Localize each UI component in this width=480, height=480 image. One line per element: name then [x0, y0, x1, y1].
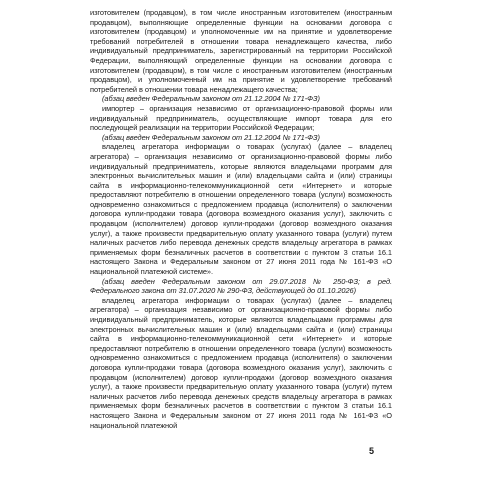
body-text	[90, 8, 392, 430]
page-number: 5	[369, 446, 375, 456]
amendment-note-1: (абзац введен Федеральным законом от 21.12.2004 № 171-ФЗ)	[102, 94, 320, 104]
paragraph-aggregator-2: владелец агрегатора информации о товарах (услугах) (далее – владелец агрегатора) – организация независимо от организационно-правовой формы либо индивидуальный предприниматель, которые являются владельцами программы для электронных вычислительных машин и (или) владельцами сайта и (или) страницы сайта в информационно-телекоммуникационной сети «Интернет» и которые предоставляют потребителю в отношении определенного товара (услуги) возможность одновременно ознакомиться с предложением продавца (исполнителя) о заключении договора купли-продажи товара (договора возмездного оказания услуг), заключить с продавцом (исполнителем) договор купли-продажи (договор возмездного оказания услуг), а также произвести предварительную оплату указанного товара (услуги) путем наличных расчетов либо перевода денежных средств владельцу агрегатора в рамках применяемых форм безналичных расчетов в соответствии с пунктом 3 статьи 16.1 настоящего Закона и Федеральным законом от 27 июня 2011 года № 161-ФЗ «О национальной платежной	[90, 295, 392, 430]
amendment-note-3: (абзац введен Федеральным законом от 29.07.2018 № 250-ФЗ; в ред. Федерального закона от 31.07.2020 № 290-ФЗ, действующей до 01.10.2026)	[90, 276, 392, 296]
paragraph-aggregator-1: владелец агрегатора информации о товарах (услугах) (далее – владелец агрегатора) – организация независимо от организационно-правовой формы либо индивидуальный предприниматель, которые являются владельцами программ для электронных вычислительных машин и (или) владельцами сайта и (или) страницы сайта в информационно-телекоммуникационной сети «Интернет» и которые предоставляют потребителю в отношении определенного товара (услуги) возможность одновременно ознакомиться с предложением продавца (исполнителя) о заключении договора купли-продажи товара (договора возмездного оказания услуг), заключить с продавцом (исполнителем) договор купли-продажи (договор возмездного оказания услуг), а также произвести предварительную оплату указанного товара (услуги) путем наличных расчетов либо перевода денежных средств владельцу агрегатора в рамках применяемых форм безналичных расчетов в соответствии с пунктом 3 статьи 16.1 настоящего Закона и Федеральным законом от 27 июня 2011 года № 161-ФЗ «О национальной платежной системе».	[90, 142, 392, 277]
paragraph-importer: импортер – организация независимо от организационно-правовой формы или индивидуальный предприниматель, осуществляющие импорт товара для его последующей реализации на территории Российской Федерации;	[90, 103, 392, 133]
amendment-note-2: (абзац введен Федеральным законом от 21.12.2004 № 171-ФЗ)	[102, 132, 320, 142]
paragraph-1: изготовителем (продавцом), в том числе иностранным изготовителем (иностранным продавцом), выполняющие определенные функции на основании договора с изготовителем (продавцом) и уполномоченные им на принятие и удовлетворение требований потребителей в отношении товара ненадлежащего качества, либо индивидуальный предприниматель, зарегистрированный на территории Российской Федерации, выполняющий определенные функции на основании договора с изготовителем (продавцом), в том числе с иностранным изготовителем (иностранным продавцом), и уполномоченный им на принятие и удовлетворение требований потребителей в отношении товара ненадлежащего качества;	[90, 8, 392, 94]
